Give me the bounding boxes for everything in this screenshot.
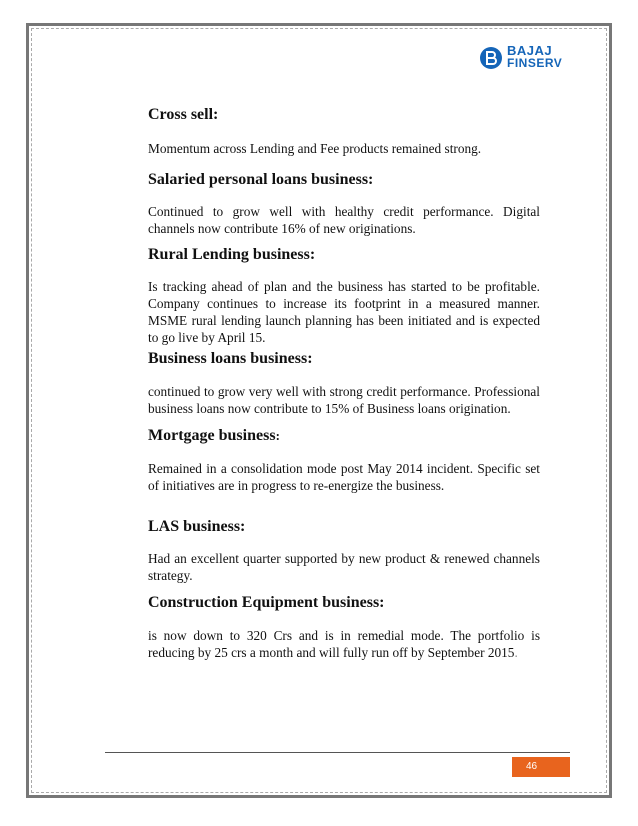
mortgage-heading-text: Mortgage business <box>148 427 276 444</box>
section-heading-rural-lending: Rural Lending business: <box>148 246 316 263</box>
logo-line1: BAJAJ <box>507 43 553 58</box>
section-body-business-loans: continued to grow very well with strong credit performance. Professional business loans now contribute to 15% of Business loans origination. <box>148 384 540 416</box>
mortgage-heading-colon: : <box>275 428 280 443</box>
section-heading-cross-sell: Cross sell: <box>148 106 219 123</box>
section-heading-las: LAS business: <box>148 518 246 535</box>
section-body-construction-equipment <box>148 627 540 661</box>
section-body-salaried-personal-loans: Continued to grow well with healthy credit performance. Digital channels now contribute 16% of new originations. <box>148 204 540 236</box>
section-heading-business-loans: Business loans business: <box>148 350 313 367</box>
logo-line2: FINSERV <box>507 56 563 70</box>
construction-equipment-body-period: . <box>514 645 518 660</box>
section-body-cross-sell: Momentum across Lending and Fee products remained strong. <box>148 141 482 156</box>
section-heading-mortgage <box>148 427 280 445</box>
section-body-mortgage: Remained in a consolidation mode post May 2014 incident. Specific set of initiatives are in progress to re-energize the business. <box>148 461 540 493</box>
section-heading-construction-equipment: Construction Equipment business: <box>148 594 385 611</box>
bajaj-logo-icon <box>479 46 503 70</box>
section-body-las: Had an excellent quarter supported by new product & renewed channels strategy. <box>148 551 540 583</box>
bajaj-finserv-logo <box>479 44 569 76</box>
footer-rule <box>105 752 570 753</box>
page-number: 46 <box>512 757 570 777</box>
section-body-rural-lending: Is tracking ahead of plan and the business has started to be profitable. Company continues to increase its footprint in a measured manner. MSME rural lending launch planning has been initiated and is expected to go live by April 15. <box>148 279 540 345</box>
section-heading-salaried-personal-loans: Salaried personal loans business: <box>148 171 374 188</box>
construction-equipment-body-text: is now down to 320 Crs and is in remedial mode. The portfolio is reducing by 25 crs a month and will fully run off by September 2015 <box>148 628 540 660</box>
